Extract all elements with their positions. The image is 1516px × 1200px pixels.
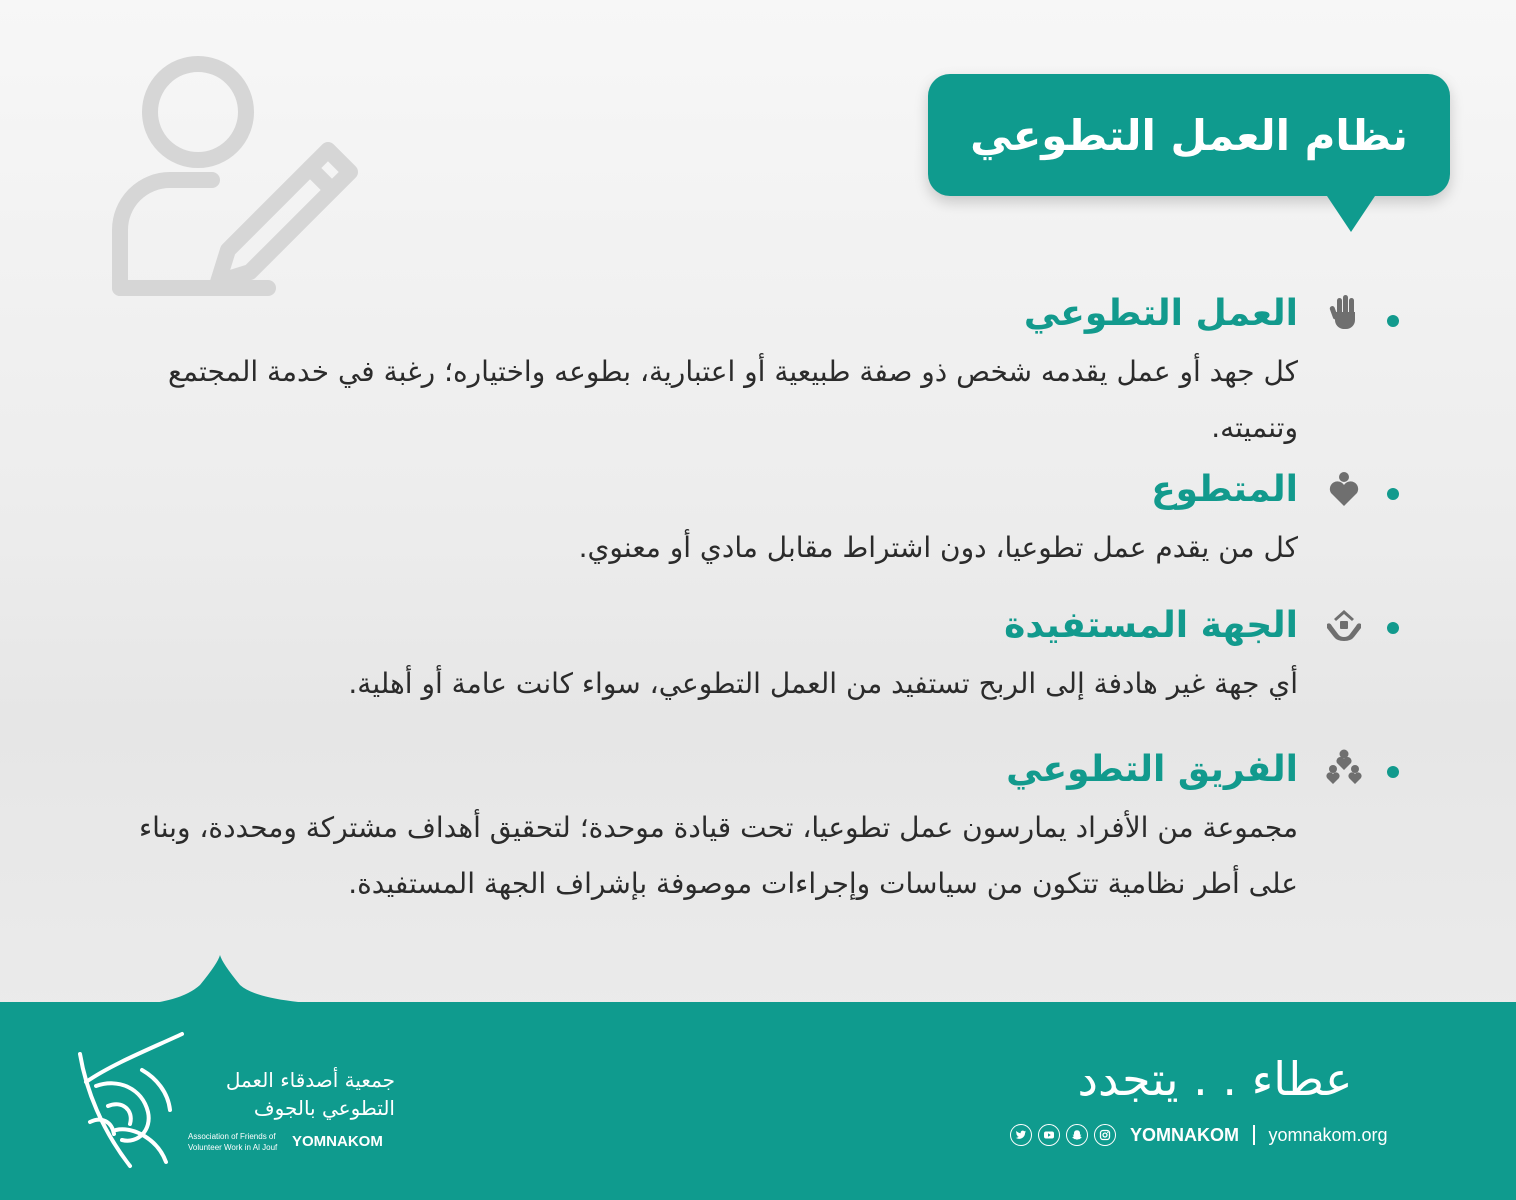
section-title: العمل التطوعي	[1023, 293, 1298, 334]
section-title: الفريق التطوعي	[1006, 749, 1298, 790]
section-body: كل من يقدم عمل تطوعيا، دون اشتراط مقابل مادي أو معنوي.	[578, 531, 1298, 564]
logo-org-name-ar: جمعية أصدقاء العمل	[225, 1068, 395, 1092]
person-edit-icon	[100, 50, 370, 310]
footer-bump	[130, 955, 350, 1005]
logo-org-name-en	[188, 1131, 298, 1153]
divider	[1253, 1125, 1255, 1145]
website-link[interactable]: yomnakom.org	[1268, 1124, 1388, 1145]
hands-house-icon	[1324, 604, 1364, 644]
bullet-dot	[1387, 315, 1399, 327]
section-volunteer	[105, 466, 1298, 576]
social-handle[interactable]: YOMNAKOM	[1130, 1124, 1239, 1145]
logo-en-line2: Volunteer Work in Al Jouf	[188, 1143, 278, 1152]
raised-hand-icon	[1324, 292, 1364, 332]
title-badge-tail	[1323, 190, 1379, 232]
youtube-icon[interactable]	[1038, 1124, 1060, 1146]
section-volunteer-team	[105, 746, 1298, 912]
title-badge	[928, 74, 1450, 196]
snapchat-icon[interactable]	[1066, 1124, 1088, 1146]
logo-en-line1: Association of Friends of	[188, 1132, 276, 1141]
team-icon	[1324, 748, 1364, 788]
bullet-dot	[1387, 766, 1399, 778]
instagram-icon[interactable]	[1094, 1124, 1116, 1146]
section-body: مجموعة من الأفراد يمارسون عمل تطوعيا، تحت قيادة موحدة؛ لتحقيق أهداف مشتركة ومحددة، وبناء على أطر نظامية تتكون من سياسات وإجراءات موصوفة بإشراف الجهة المستفيدة.	[139, 811, 1298, 900]
twitter-icon[interactable]	[1010, 1124, 1032, 1146]
section-beneficiary	[105, 602, 1298, 712]
section-volunteer-work	[105, 290, 1298, 456]
bullet-dot	[1387, 488, 1399, 500]
calligraphy-logo-icon	[72, 1030, 187, 1170]
section-title: الجهة المستفيدة	[1004, 605, 1298, 646]
section-title: المتطوع	[1151, 469, 1298, 510]
section-body: أي جهة غير هادفة إلى الربح تستفيد من العمل التطوعي، سواء كانت عامة أو أهلية.	[348, 667, 1298, 700]
logo-org-name-ar-2: التطوعي بالجوف	[253, 1096, 395, 1120]
social-row	[1010, 1122, 1388, 1148]
logo-brand: YOMNAKOM	[292, 1133, 383, 1150]
page-title: نظام العمل التطوعي	[970, 110, 1408, 160]
person-heart-icon	[1324, 470, 1364, 510]
section-body: كل جهد أو عمل يقدمه شخص ذو صفة طبيعية أو اعتبارية، بطوعه واختياره؛ رغبة في خدمة المجتمع وتنميته.	[168, 355, 1298, 444]
bullet-dot	[1387, 622, 1399, 634]
slogan: عطاء . . يتجدد	[1077, 1052, 1353, 1106]
